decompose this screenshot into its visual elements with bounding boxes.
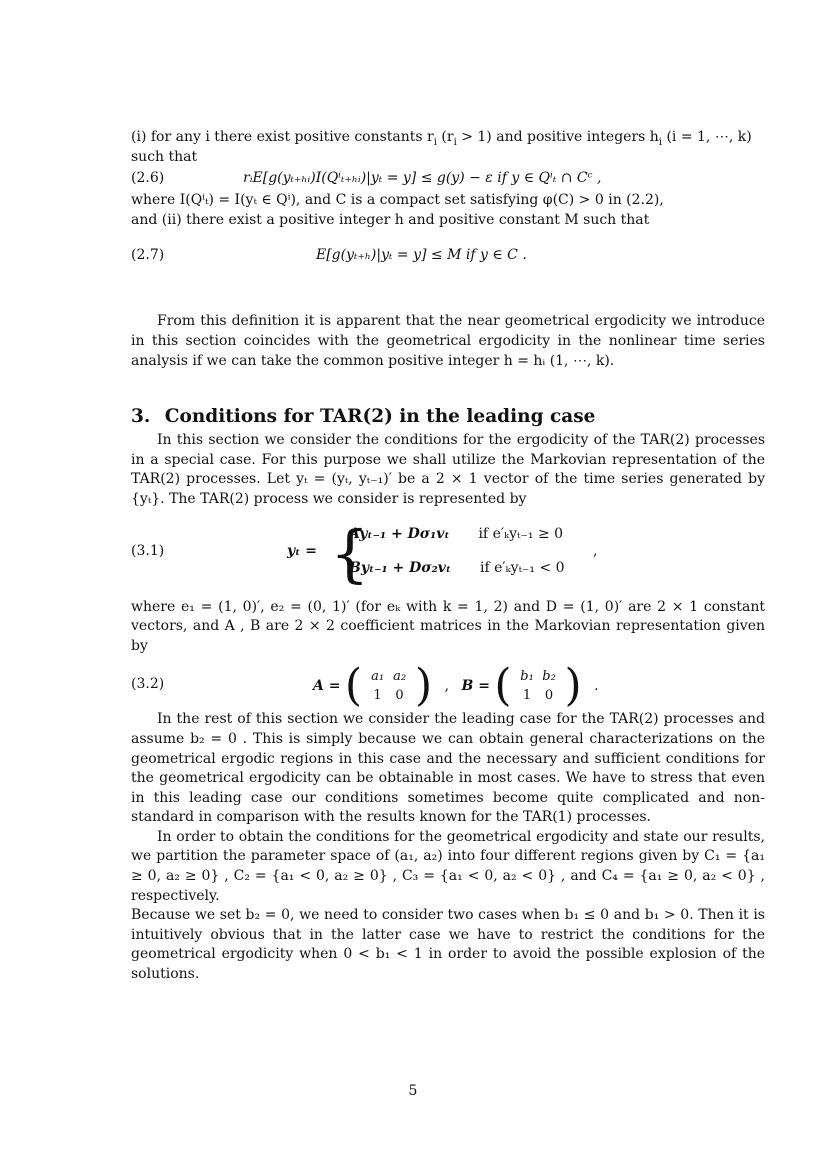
paragraph-partition: In order to obtain the conditions for the geometrical ergodicity and state our results, we partition the parameter space of (a₁, a₂) into four different regions given by C₁ = {a₁ ≥ 0, a₂ ≥ 0} , C₂ = {a₁ < 0, a₂ ≥ 0} , C₃ = {a₁ < 0, a₂ < 0} , and C₄ = {a₁ ≥ 0, a₂ < 0} , respectively.	[131, 828, 765, 904]
condition-i-text: (i) for any i there exist positive constants r	[131, 129, 434, 145]
where-line-1: where I(Qⁱₜ) = I(yₜ ∈ Qⁱ), and C is a compact set satisfying φ(C) > 0 in (2.2),	[131, 192, 664, 209]
matrix-a: ( a₁ a₂ 1 0 )	[344, 660, 433, 712]
case-row-1	[349, 526, 563, 542]
matrix-b-label: B =	[461, 678, 490, 695]
section-number: 3.	[131, 406, 151, 428]
case-row-2	[349, 560, 565, 576]
page-body	[131, 128, 765, 985]
section-title: Conditions for TAR(2) in the leading case	[164, 406, 596, 428]
equation-number: (2.6)	[131, 170, 165, 187]
matrix-definitions	[313, 660, 599, 712]
equation-body: rᵢE[g(yₜ₊ₕᵢ)I(Qⁱₜ₊ₕᵢ)|yₜ = y] ≤ g(y) − ε if y ∈ Qⁱₜ ∩ Cᶜ ,	[243, 170, 602, 187]
case-1-condition: if e′ₖyₜ₋₁ ≥ 0	[478, 525, 564, 542]
case-1-expression: Ayₜ₋₁ + Dσ₁vₜ	[349, 525, 450, 542]
matrix-a-cell: 0	[395, 688, 404, 704]
where-line-2: and (ii) there exist a positive integer h and positive constant M such that	[131, 211, 650, 228]
paragraph-leading-case: In the rest of this section we consider the leading case for the TAR(2) processes and assume b₂ = 0 . This is simply because we can obtain general characterizations on the geometrical ergodic regions in this case and the necessary and sufficient conditions for the geometrical ergodicity can be obtainable in most cases. We have to stress that even in this leading case our conditions sometimes become quite complicated and non-standard in comparison with the results known for the TAR(1) processes.	[131, 711, 765, 826]
matrix-separator: ,	[444, 678, 450, 695]
page-number: 5	[408, 1083, 418, 1099]
section-heading	[131, 405, 765, 429]
equation-number: (3.2)	[131, 676, 165, 693]
matrix-b-cell: 1	[522, 688, 532, 704]
paragraph-because: Because we set b₂ = 0, we need to consider two cases when b₁ ≤ 0 and b₁ > 0. Then it is intuitively obvious that in the latter case we have to restrict the conditions for the geometrical ergodicity when 0 < b₁ < 1 in order to avoid the possible explosion of the solutions.	[131, 907, 765, 983]
matrix-a-cell: a₁	[371, 669, 385, 685]
matrix-a-cell: 1	[373, 688, 382, 704]
condition-i-rest: > 1) and positive integers h	[456, 129, 659, 145]
matrix-a-label: A =	[313, 678, 341, 695]
equation-2-6	[131, 167, 765, 189]
paragraph-where-e: where e₁ = (1, 0)′, e₂ = (0, 1)′ (for eₖ with k = 1, 2) and D = (1, 0)′ are 2 × 1 constant vectors, and A , B are 2 × 2 coefficient matrices in the Markovian representation given by	[131, 598, 765, 654]
matrix-b-cell: b₁	[520, 669, 534, 685]
matrix-b-cell: 0	[544, 688, 554, 704]
paragraph-definition: From this definition it is apparent that the near geometrical ergodicity we introduce in this section coincides with the geometrical ergodicity in the nonlinear time series analysis if we can take the common positive integer h = hᵢ (1, ⋯, k).	[131, 313, 765, 369]
condition-i-tail: (r	[436, 129, 454, 145]
equation-number: (2.7)	[131, 247, 165, 264]
equation-body: E[g(yₜ₊ₕ)|yₜ = y] ≤ M if y ∈ C .	[316, 247, 527, 264]
left-brace: {	[330, 516, 370, 590]
matrix-b: ( b₁ b₂ 1 0 )	[494, 660, 582, 712]
equation-3-1	[131, 516, 765, 590]
equation-trailing-period: .	[594, 678, 599, 695]
equation-number: (3.1)	[131, 542, 165, 559]
equation-trailing-comma: ,	[593, 542, 598, 559]
condition-i-line: (i) for any i there exist positive constants $r_i$ $(r_i > 1)$ and positive integers $h_i$ (i = 1, ⋯, k)	[131, 129, 752, 148]
equation-2-7	[131, 244, 765, 266]
matrix-a-cell: a₂	[393, 669, 407, 685]
condition-i-end: (i = 1, ⋯, k)	[662, 129, 752, 145]
matrix-b-cell: b₂	[542, 669, 556, 685]
equation-lhs: yₜ =	[287, 542, 317, 559]
equation-3-2	[131, 660, 765, 712]
paragraph-intro: In this section we consider the conditions for the ergodicity of the TAR(2) processes in a special case. For this purpose we shall utilize the Markovian representation of the TAR(2) processes. Let yₜ = (yₜ, yₜ₋₁)′ be a 2 × 1 vector of the time series generated by {yₜ}. The TAR(2) process we consider is represented by	[131, 432, 765, 507]
case-2-expression: Byₜ₋₁ + Dσ₂vₜ	[349, 559, 452, 576]
such-that-line: such that	[131, 148, 198, 165]
case-2-condition: if e′ₖyₜ₋₁ < 0	[479, 559, 565, 576]
